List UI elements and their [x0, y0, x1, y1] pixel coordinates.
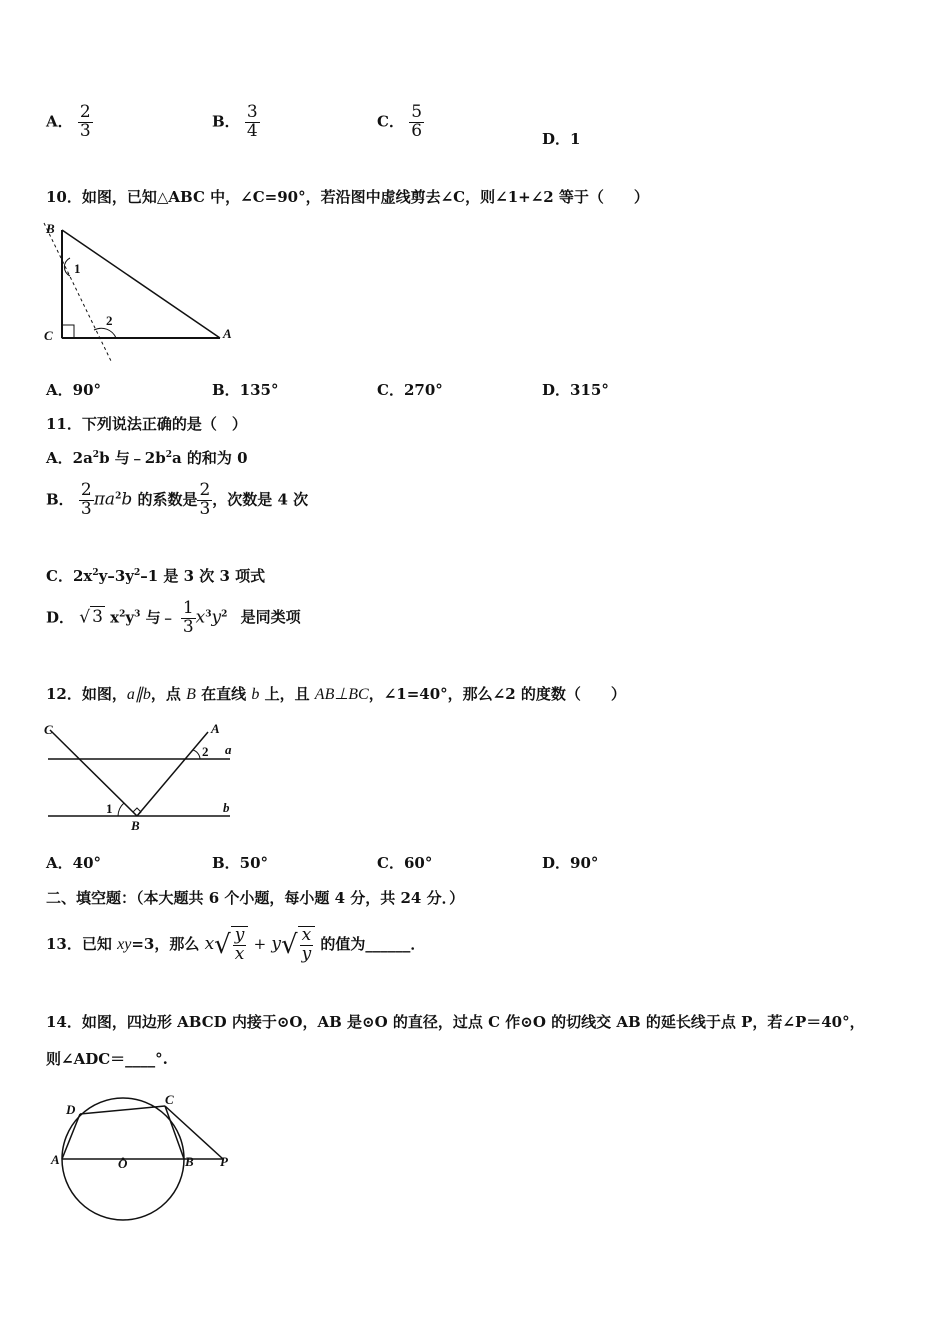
q11-option-b: B． $\frac{2}{3}$ $\pi a^2b$ 的系数是 $\frac{2}{3}$ ，次数是 4 次 [46, 480, 309, 519]
q9-option-a: A． $\frac{2}{3}$ [46, 102, 91, 141]
q14-label-d: D [66, 1102, 76, 1117]
q12-label-b-point: B [131, 818, 140, 833]
q14-circle-figure [45, 1090, 245, 1230]
q11-b-fraction-2: $\frac{2}{3}$ [199, 480, 211, 519]
q10-option-c: C．270° [377, 381, 443, 399]
q12-label-line-b: b [223, 800, 230, 815]
q14-label-a: A [51, 1152, 60, 1167]
q10-triangle-figure [40, 218, 250, 368]
q9-option-c: C． $\frac{5}{6}$ [377, 102, 423, 141]
q11-option-a: A．$2a^2b$ 与$﹣2b^2a$ 的和为 0 [46, 449, 248, 467]
q13-fraction-2: $\frac{x}{y}$ [298, 926, 316, 964]
q12-label-a-upper: A [211, 721, 220, 736]
q11-text: 11．下列说法正确的是（ ） [46, 415, 247, 433]
q10-label-b: B [46, 221, 55, 236]
q12-option-a: A．40° [46, 854, 102, 872]
section-2-heading: 二、填空题：（本大题共 6 个小题，每小题 4 分，共 24 分．） [46, 889, 465, 907]
q11-b-fraction: $\frac{2}{3}$ [80, 480, 92, 519]
q10-option-a: A．90° [46, 381, 102, 399]
q11-option-c: C．$2x^2y-3y^2-1$ 是 3 次 3 项式 [46, 567, 266, 585]
sqrt-symbol: √ [79, 607, 91, 628]
q11-d-fraction: $\frac{1}{3}$ [182, 598, 194, 637]
q9-option-b: B． $\frac{3}{4}$ [212, 102, 258, 141]
q12-label-c: C [44, 722, 53, 737]
q9-option-a-fraction: $\frac{2}{3}$ [79, 102, 91, 141]
q11-option-d: D． √ 3 $x^2y^3$ 与﹣ $\frac{1}{3}$ $x^3y^2$ 是同类项 [46, 598, 301, 637]
q13-text: 13．已知 xy=3，那么 x√ $\frac{y}{x}$ + y√ $\frac{x}{y}$ 的值为______． [46, 925, 426, 964]
q10-label-1: 1 [74, 261, 81, 276]
q10-label-2: 2 [106, 313, 113, 328]
q14-text-line1: 14．如图，四边形 ABCD 内接于⊙O，AB 是⊙O 的直径，过点 C 作⊙O 的切线交 AB 的延长线于点 P，若∠P＝40°， [46, 1013, 865, 1031]
q12-option-b: B．50° [212, 854, 269, 872]
q12-text: 12．如图，a∥b，点 B 在直线 b 上，且 AB⊥BC，∠1=40°，那么∠2 的度数（ ） [46, 685, 626, 703]
q14-label-p: P [220, 1154, 228, 1169]
q10-option-d: D．315° [542, 381, 609, 399]
sqrt-symbol: √ [281, 929, 298, 960]
q12-label-line-a: a [225, 742, 232, 757]
q12-label-2: 2 [202, 744, 209, 759]
q10-option-b: B．135° [212, 381, 279, 399]
q10-label-a: A [223, 326, 232, 341]
q12-label-1: 1 [106, 801, 113, 816]
q9-option-d: D．1 [542, 130, 581, 148]
q14-label-o: O [118, 1156, 128, 1171]
q10-text: 10．如图，已知△ABC 中，∠C=90°，若沿图中虚线剪去∠C，则∠1+∠2 等于（ ） [46, 188, 649, 206]
q9-option-c-fraction: $\frac{5}{6}$ [411, 102, 423, 141]
q13-fraction-1: $\frac{y}{x}$ [231, 926, 249, 964]
sqrt-symbol: √ [214, 929, 231, 960]
q9-option-b-fraction: $\frac{3}{4}$ [246, 102, 258, 141]
q14-label-b: B [185, 1154, 194, 1169]
q14-text-line2: 则∠ADC＝____°. [46, 1050, 168, 1068]
q12-option-d: D．90° [542, 854, 599, 872]
q12-option-c: C．60° [377, 854, 433, 872]
q12-parallel-lines-figure [40, 718, 240, 838]
q14-label-c: C [165, 1092, 174, 1107]
q10-label-c: C [44, 328, 53, 343]
